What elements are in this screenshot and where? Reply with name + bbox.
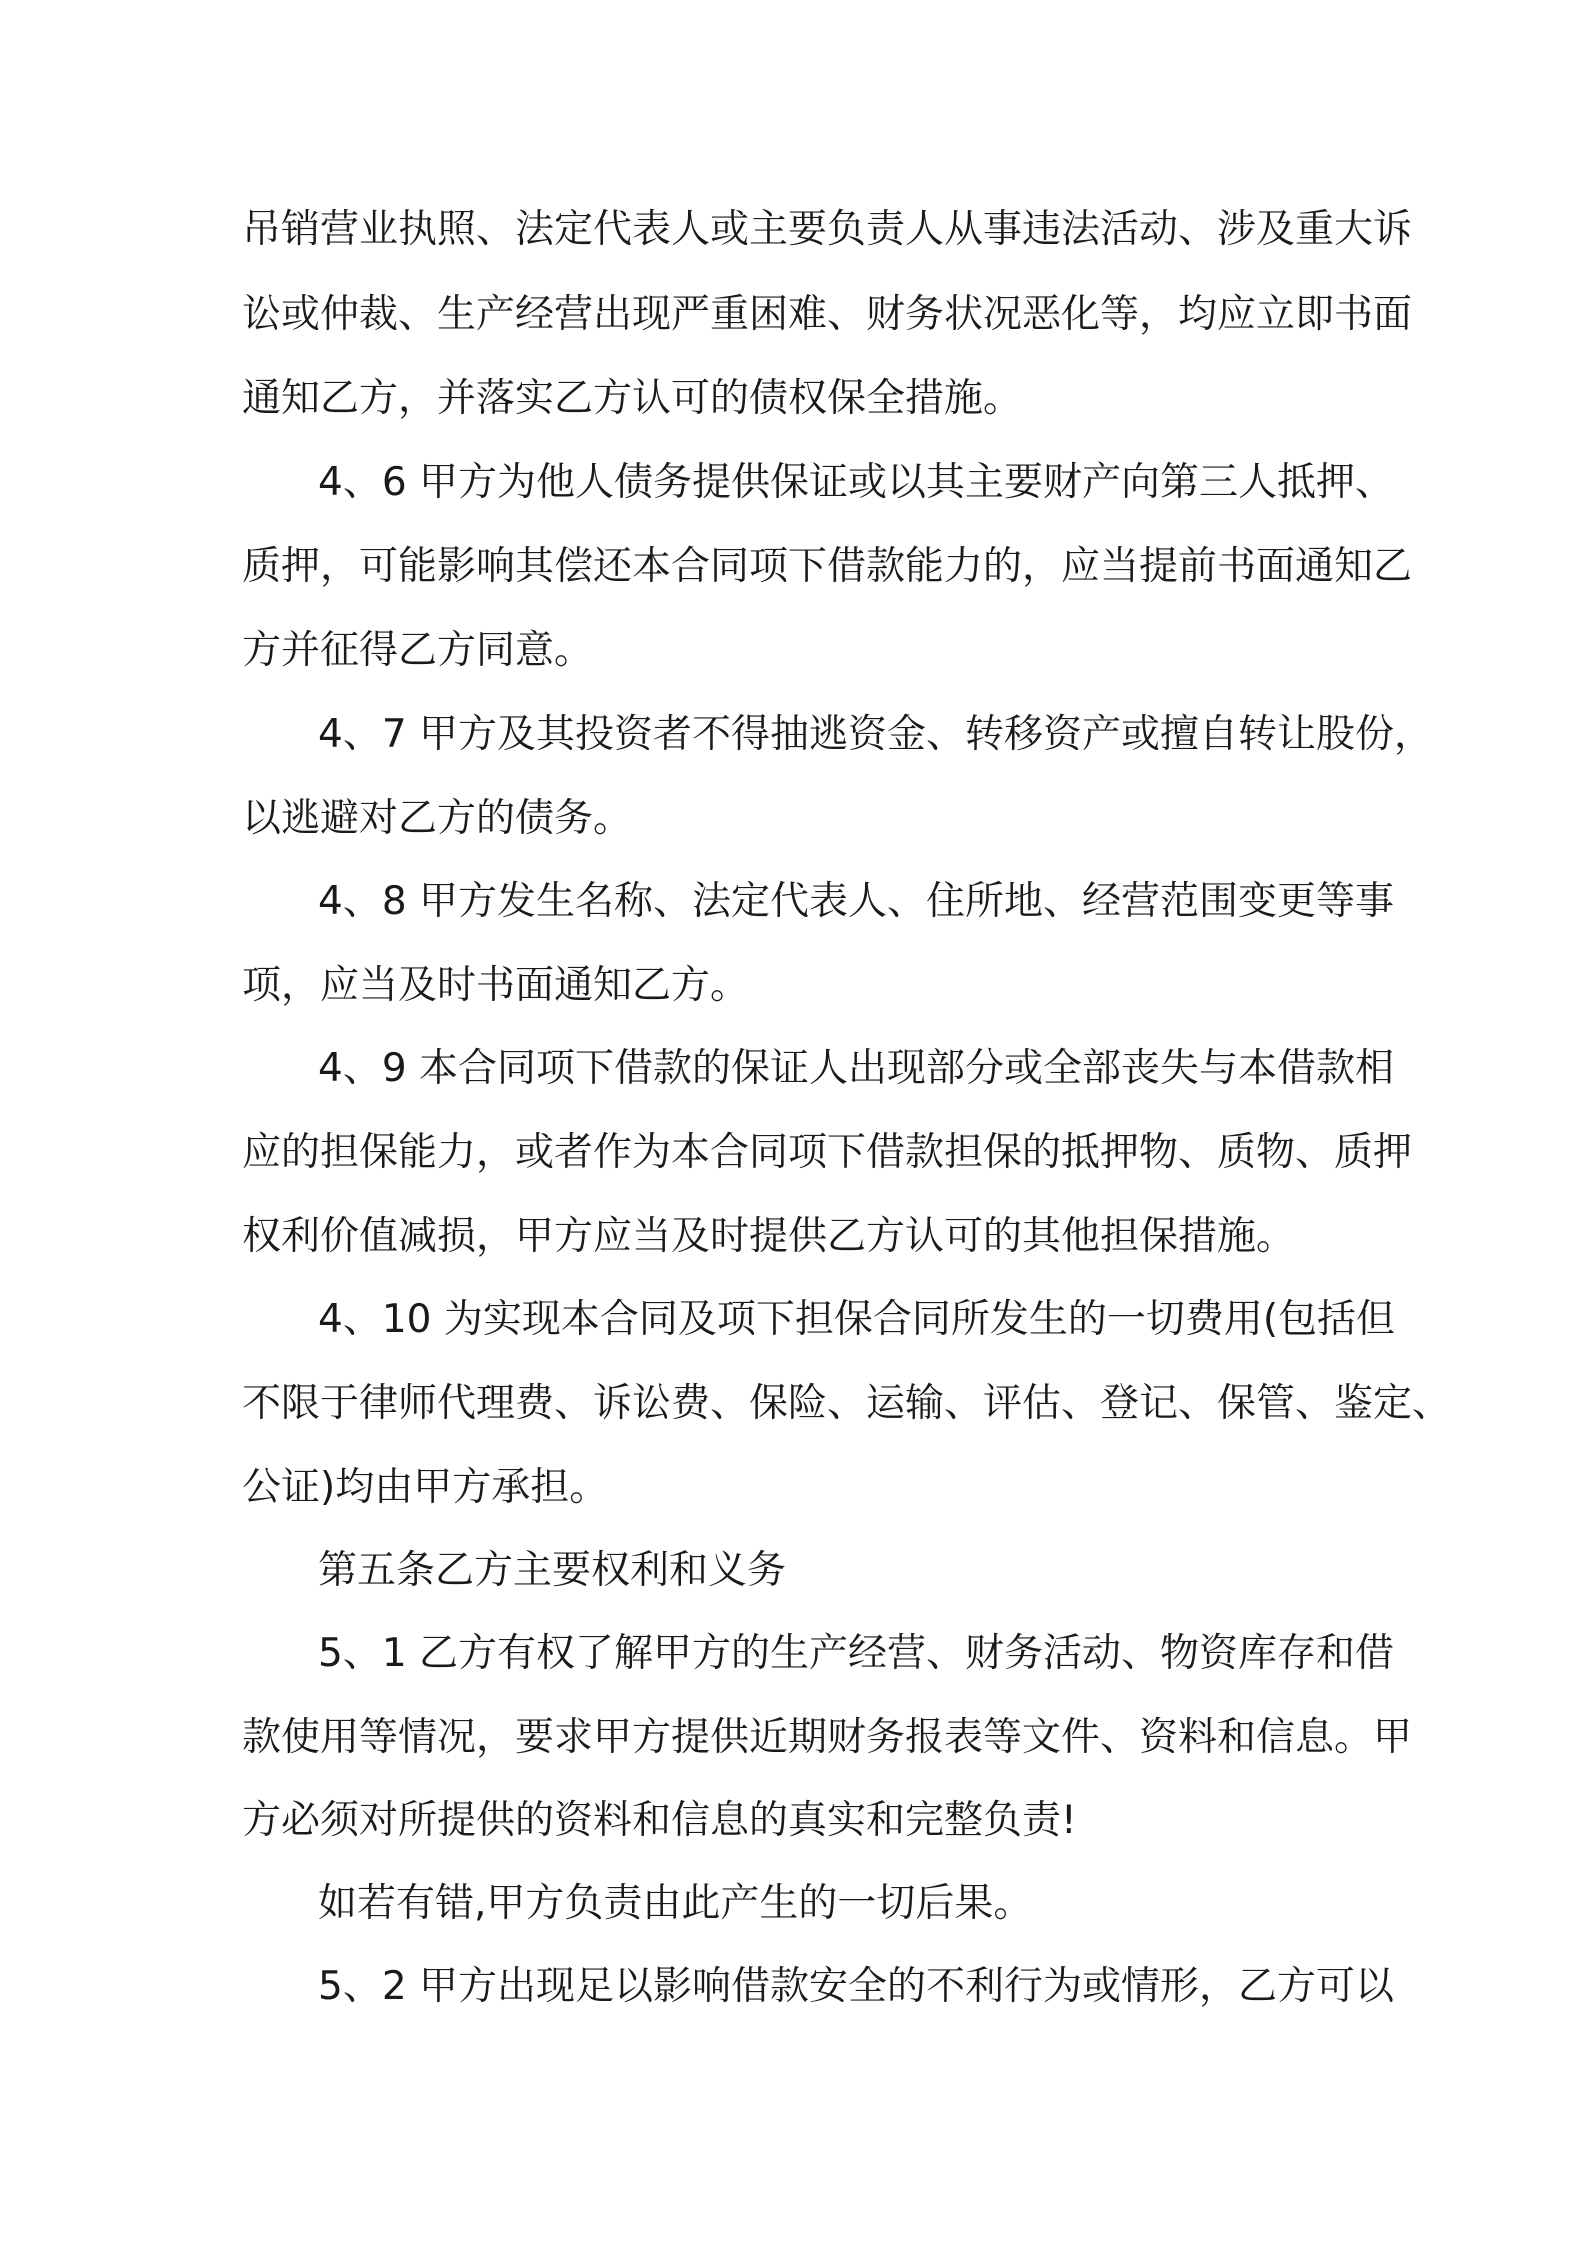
- text-line: 4、10 为实现本合同及项下担保合同所发生的一切费用(包括但: [318, 1297, 1396, 1342]
- text-line: 讼或仲裁、生产经营出现严重困难、财务状况恶化等，均应立即书面: [242, 292, 1413, 337]
- text-line: 项，应当及时书面通知乙方。: [242, 963, 750, 1008]
- text-line: 方并征得乙方同意。: [242, 628, 594, 673]
- text-line: 4、8 甲方发生名称、法定代表人、住所地、经营范围变更等事: [318, 879, 1395, 924]
- text-line: 通知乙方，并落实乙方认可的债权保全措施。: [242, 376, 1023, 421]
- text-line: 权利价值减损，甲方应当及时提供乙方认可的其他担保措施。: [242, 1214, 1296, 1259]
- text-line: 吊销营业执照、法定代表人或主要负责人从事违法活动、涉及重大诉: [242, 207, 1413, 252]
- text-line: 应的担保能力，或者作为本合同项下借款担保的抵押物、质物、质押: [242, 1130, 1413, 1175]
- text-line: 以逃避对乙方的债务。: [242, 796, 633, 841]
- text-line: 方必须对所提供的资料和信息的真实和完整负责!: [242, 1798, 1077, 1843]
- text-line: 质押，可能影响其偿还本合同项下借款能力的，应当提前书面通知乙: [242, 544, 1413, 589]
- text-line: 4、9 本合同项下借款的保证人出现部分或全部丧失与本借款相: [318, 1046, 1395, 1091]
- text-line: 公证)均由甲方承担。: [242, 1465, 609, 1510]
- text-line: 如若有错,甲方负责由此产生的一切后果。: [318, 1881, 1033, 1926]
- text-line: 5、2 甲方出现足以影响借款安全的不利行为或情形，乙方可以: [318, 1964, 1395, 2009]
- text-line: 4、6 甲方为他人债务提供保证或以其主要财产向第三人抵押、: [318, 460, 1395, 505]
- text-line: 不限于律师代理费、诉讼费、保险、运输、评估、登记、保管、鉴定、: [242, 1381, 1452, 1426]
- text-line: 5、1 乙方有权了解甲方的生产经营、财务活动、物资库存和借: [318, 1631, 1395, 1676]
- text-line: 4、7 甲方及其投资者不得抽逃资金、转移资产或擅自转让股份，: [318, 712, 1434, 757]
- text-line: 款使用等情况，要求甲方提供近期财务报表等文件、资料和信息。甲: [242, 1715, 1413, 1760]
- section-heading: 第五条乙方主要权利和义务: [318, 1548, 787, 1593]
